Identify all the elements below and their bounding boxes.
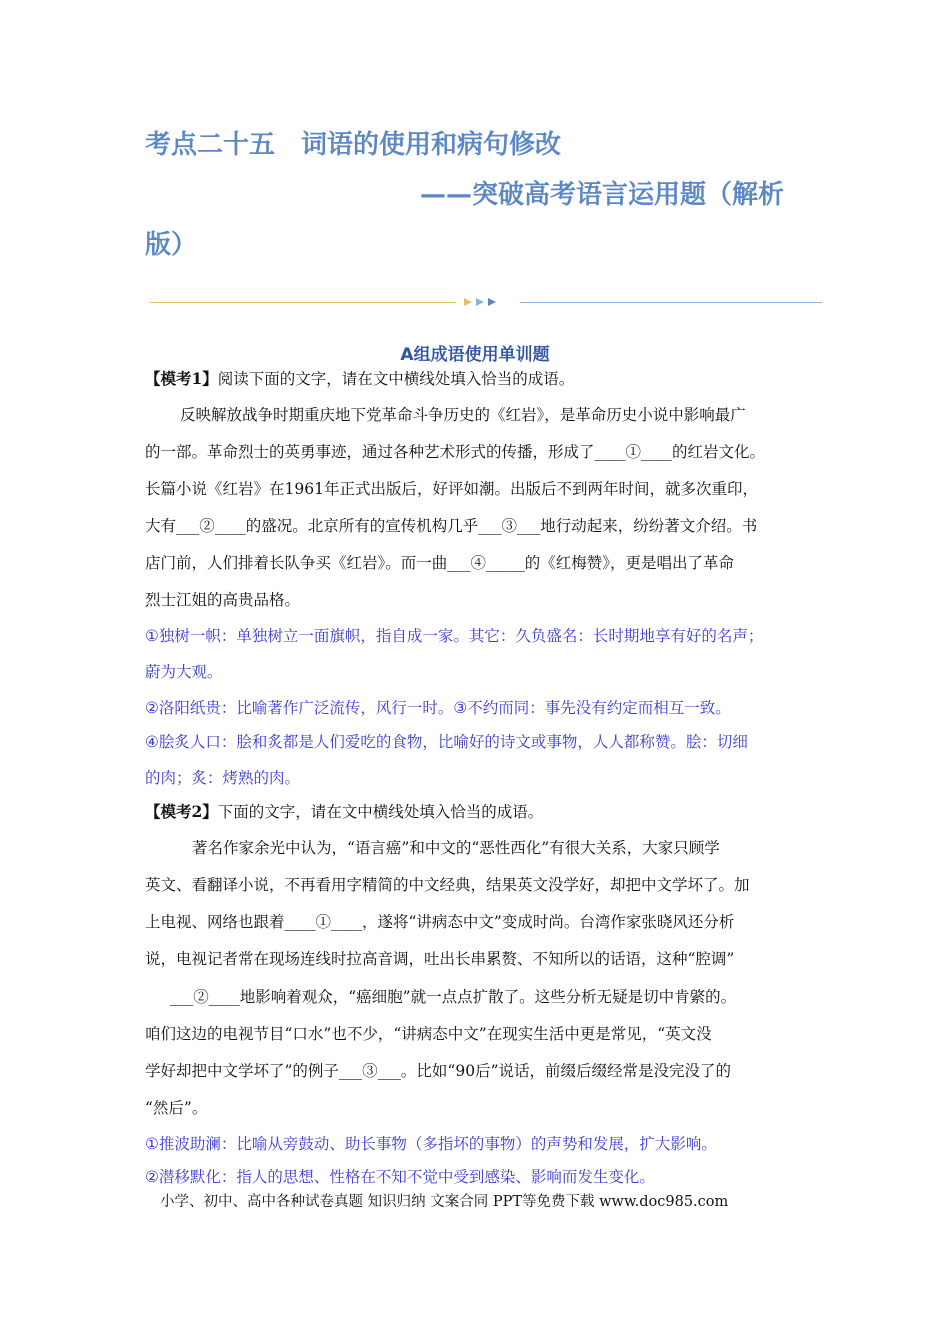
q2-passage-line: 著名作家余光中认为，“语言癌”和中文的“恶性西化”有很大关系，大家只顾学 <box>192 839 720 857</box>
q1-passage-line: 大有___②____的盛况。北京所有的宣传机构几乎___③___地行动起来，纷纷著文介绍。书 <box>145 517 758 535</box>
q1-prompt: 阅读下面的文字，请在文中横线处填入恰当的成语。 <box>217 370 575 388</box>
q2-label: 【模考2】 <box>145 802 218 821</box>
q2-passage-line: 咱们这边的电视节目“口水”也不少，“讲病态中文”在现实生活中更是常见，“英文没 <box>145 1025 712 1043</box>
q1-passage-line: 店门前，人们排着长队争买《红岩》。而一曲___④_____的《红梅赞》，更是唱出了革命 <box>145 554 735 572</box>
q1-answer-line: ①独树一帜：单独树立一面旗帜，指自成一家。其它：久负盛名：长时期地享有好的名声； <box>145 627 764 645</box>
title-line-1: 考点二十五 词语的使用和病句修改 <box>145 130 562 160</box>
title-line-2: ——突破高考语言运用题（解析 <box>420 180 785 210</box>
q2-passage-line: 学好却把中文学坏了”的例子___③___。比如“90后”说话，前缀后缀经常是没完没了的 <box>145 1062 731 1080</box>
divider-left <box>150 302 456 303</box>
q1-passage-line: 反映解放战争时期重庆地下党革命斗争历史的《红岩》，是革命历史小说中影响最广 <box>180 406 746 424</box>
q2-prompt: 下面的文字，请在文中横线处填入恰当的成语。 <box>217 803 544 821</box>
q2-passage-line: 上电视、网络也跟着____①____，遂将“讲病态中文”变成时尚。台湾作家张晓风还分析 <box>145 913 735 931</box>
q1-answer-line: ④脍炙人口：脍和炙都是人们爱吃的食物，比喻好的诗文或事物，人人都称赞。脍：切细 <box>145 733 748 751</box>
q2-passage-line: ___②____地影响着观众，“癌细胞”就一点点扩散了。这些分析无疑是切中肯綮的。 <box>170 988 737 1006</box>
section-title: A组成语使用单训题 <box>400 345 550 365</box>
q2-passage-line: 英文、看翻译小说，不再看用字精简的中文经典，结果英文没学好，却把中文学坏了。加 <box>145 876 750 894</box>
q2-passage-line: “然后”。 <box>145 1099 208 1117</box>
q1-answer-line: 蔚为大观。 <box>145 663 223 681</box>
q2-answer-line: ①推波助澜：比喻从旁鼓动、助长事物（多指坏的事物）的声势和发展，扩大影响。 <box>145 1135 717 1153</box>
footer-text: 小学、初中、高中各种试卷真题 知识归纳 文案合同 PPT等免费下载 www.doc985.com <box>160 1194 729 1210</box>
q2-answer-line: ②潜移默化：指人的思想、性格在不知不觉中受到感染、影响而发生变化。 <box>145 1168 655 1186</box>
q1-passage-line: 长篇小说《红岩》在1961年正式出版后，好评如潮。出版后不到两年时间，就多次重印， <box>145 480 758 498</box>
q1-heading <box>145 368 574 390</box>
q1-answer-line: ②洛阳纸贵：比喻著作广泛流传，风行一时。③不约而同：事先没有约定而相互一致。 <box>145 699 731 717</box>
divider-right <box>520 302 822 303</box>
q2-heading <box>145 801 543 823</box>
q1-passage-line: 烈士江姐的高贵品格。 <box>145 591 301 609</box>
q1-passage-line: 的一部。革命烈士的英勇事迹，通过各种艺术形式的传播，形成了____①____的红岩文化。 <box>145 443 766 461</box>
q2-passage-line: 说，电视记者常在现场连线时拉高音调，吐出长串累赘、不知所以的话语，这种“腔调” <box>145 950 735 968</box>
q1-answer-line: 的肉；炙：烤熟的肉。 <box>145 769 301 787</box>
arrow-decoration-icon <box>460 294 510 310</box>
q1-label: 【模考1】 <box>145 369 218 388</box>
title-line-3: 版） <box>145 230 198 260</box>
